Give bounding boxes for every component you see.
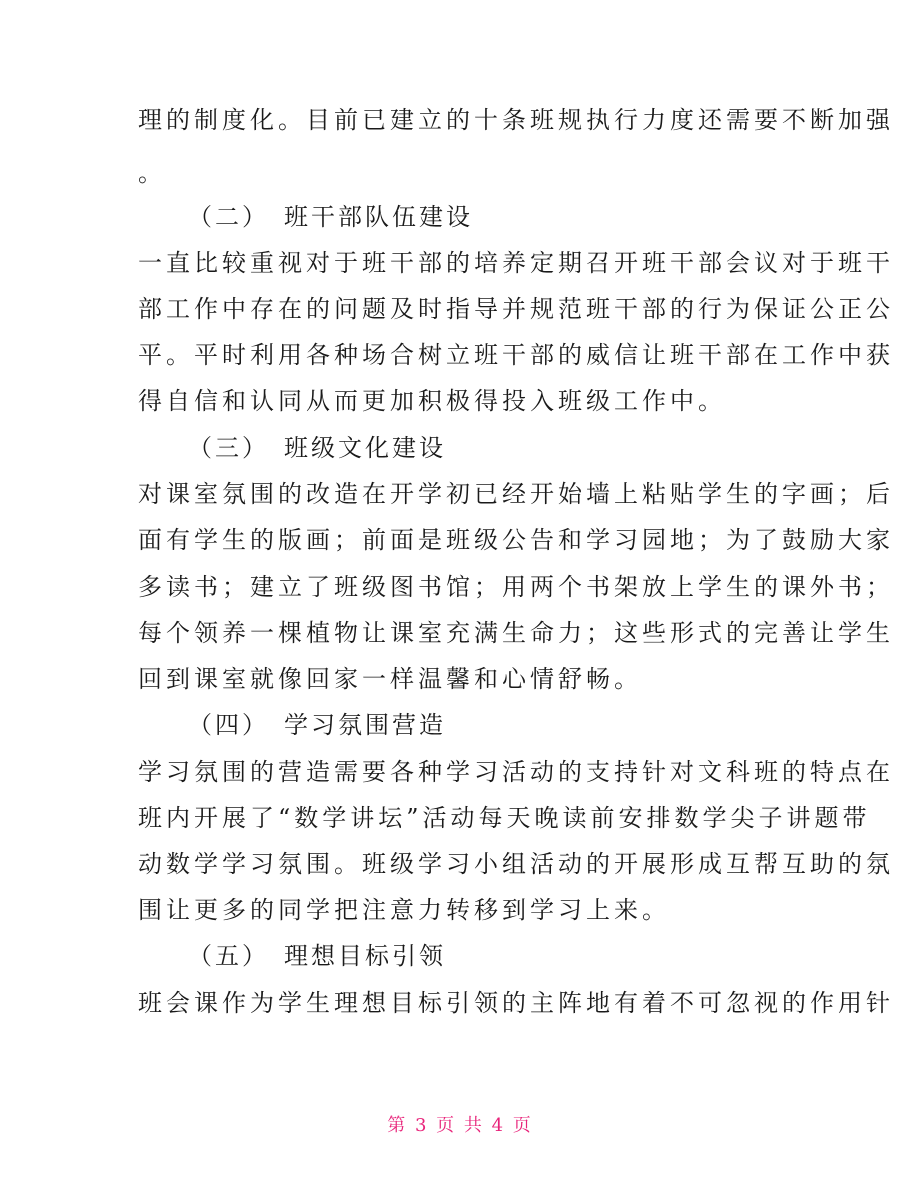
- body-line: 对课室氛围的改造在开学初已经开始墙上粘贴学生的字画；后: [138, 480, 894, 508]
- body-line: 部工作中存在的问题及时指导并规范班干部的行为保证公正公: [138, 295, 894, 323]
- body-line: 理的制度化。目前已建立的十条班规执行力度还需要不断加强: [138, 106, 894, 134]
- body-line: 。: [138, 159, 166, 187]
- body-line: 平。平时利用各种场合树立班干部的威信让班干部在工作中获: [138, 341, 894, 369]
- body-line: 多读书；建立了班级图书馆；用两个书架放上学生的课外书；: [138, 573, 894, 601]
- page-number-footer: 第 3 页 共 4 页: [387, 1115, 533, 1136]
- body-line: 动数学学习氛围。班级学习小组活动的开展形成互帮互助的氛: [138, 850, 894, 878]
- body-line: 每个领养一棵植物让课室充满生命力；这些形式的完善让学生: [138, 619, 894, 647]
- body-line: 回到课室就像回家一样温馨和心情舒畅。: [138, 665, 642, 693]
- body-line: 班内开展了“数学讲坛”活动每天晚读前安排数学尖子讲题带: [138, 804, 871, 832]
- body-line: 一直比较重视对于班干部的培养定期召开班干部会议对于班干: [138, 249, 894, 277]
- section-heading-5: （五） 理想目标引领: [188, 942, 446, 970]
- body-line: 得自信和认同从而更加积极得投入班级工作中。: [138, 387, 726, 415]
- body-line: 围让更多的同学把注意力转移到学习上来。: [138, 896, 670, 924]
- section-heading-2: （二） 班干部队伍建设: [188, 203, 473, 231]
- body-line: 面有学生的版画；前面是班级公告和学习园地；为了鼓励大家: [138, 526, 894, 554]
- body-line: 班会课作为学生理想目标引领的主阵地有着不可忽视的作用针: [138, 989, 894, 1017]
- body-line: 学习氛围的营造需要各种学习活动的支持针对文科班的特点在: [138, 758, 894, 786]
- section-heading-3: （三） 班级文化建设: [188, 434, 446, 462]
- section-heading-4: （四） 学习氛围营造: [188, 711, 446, 739]
